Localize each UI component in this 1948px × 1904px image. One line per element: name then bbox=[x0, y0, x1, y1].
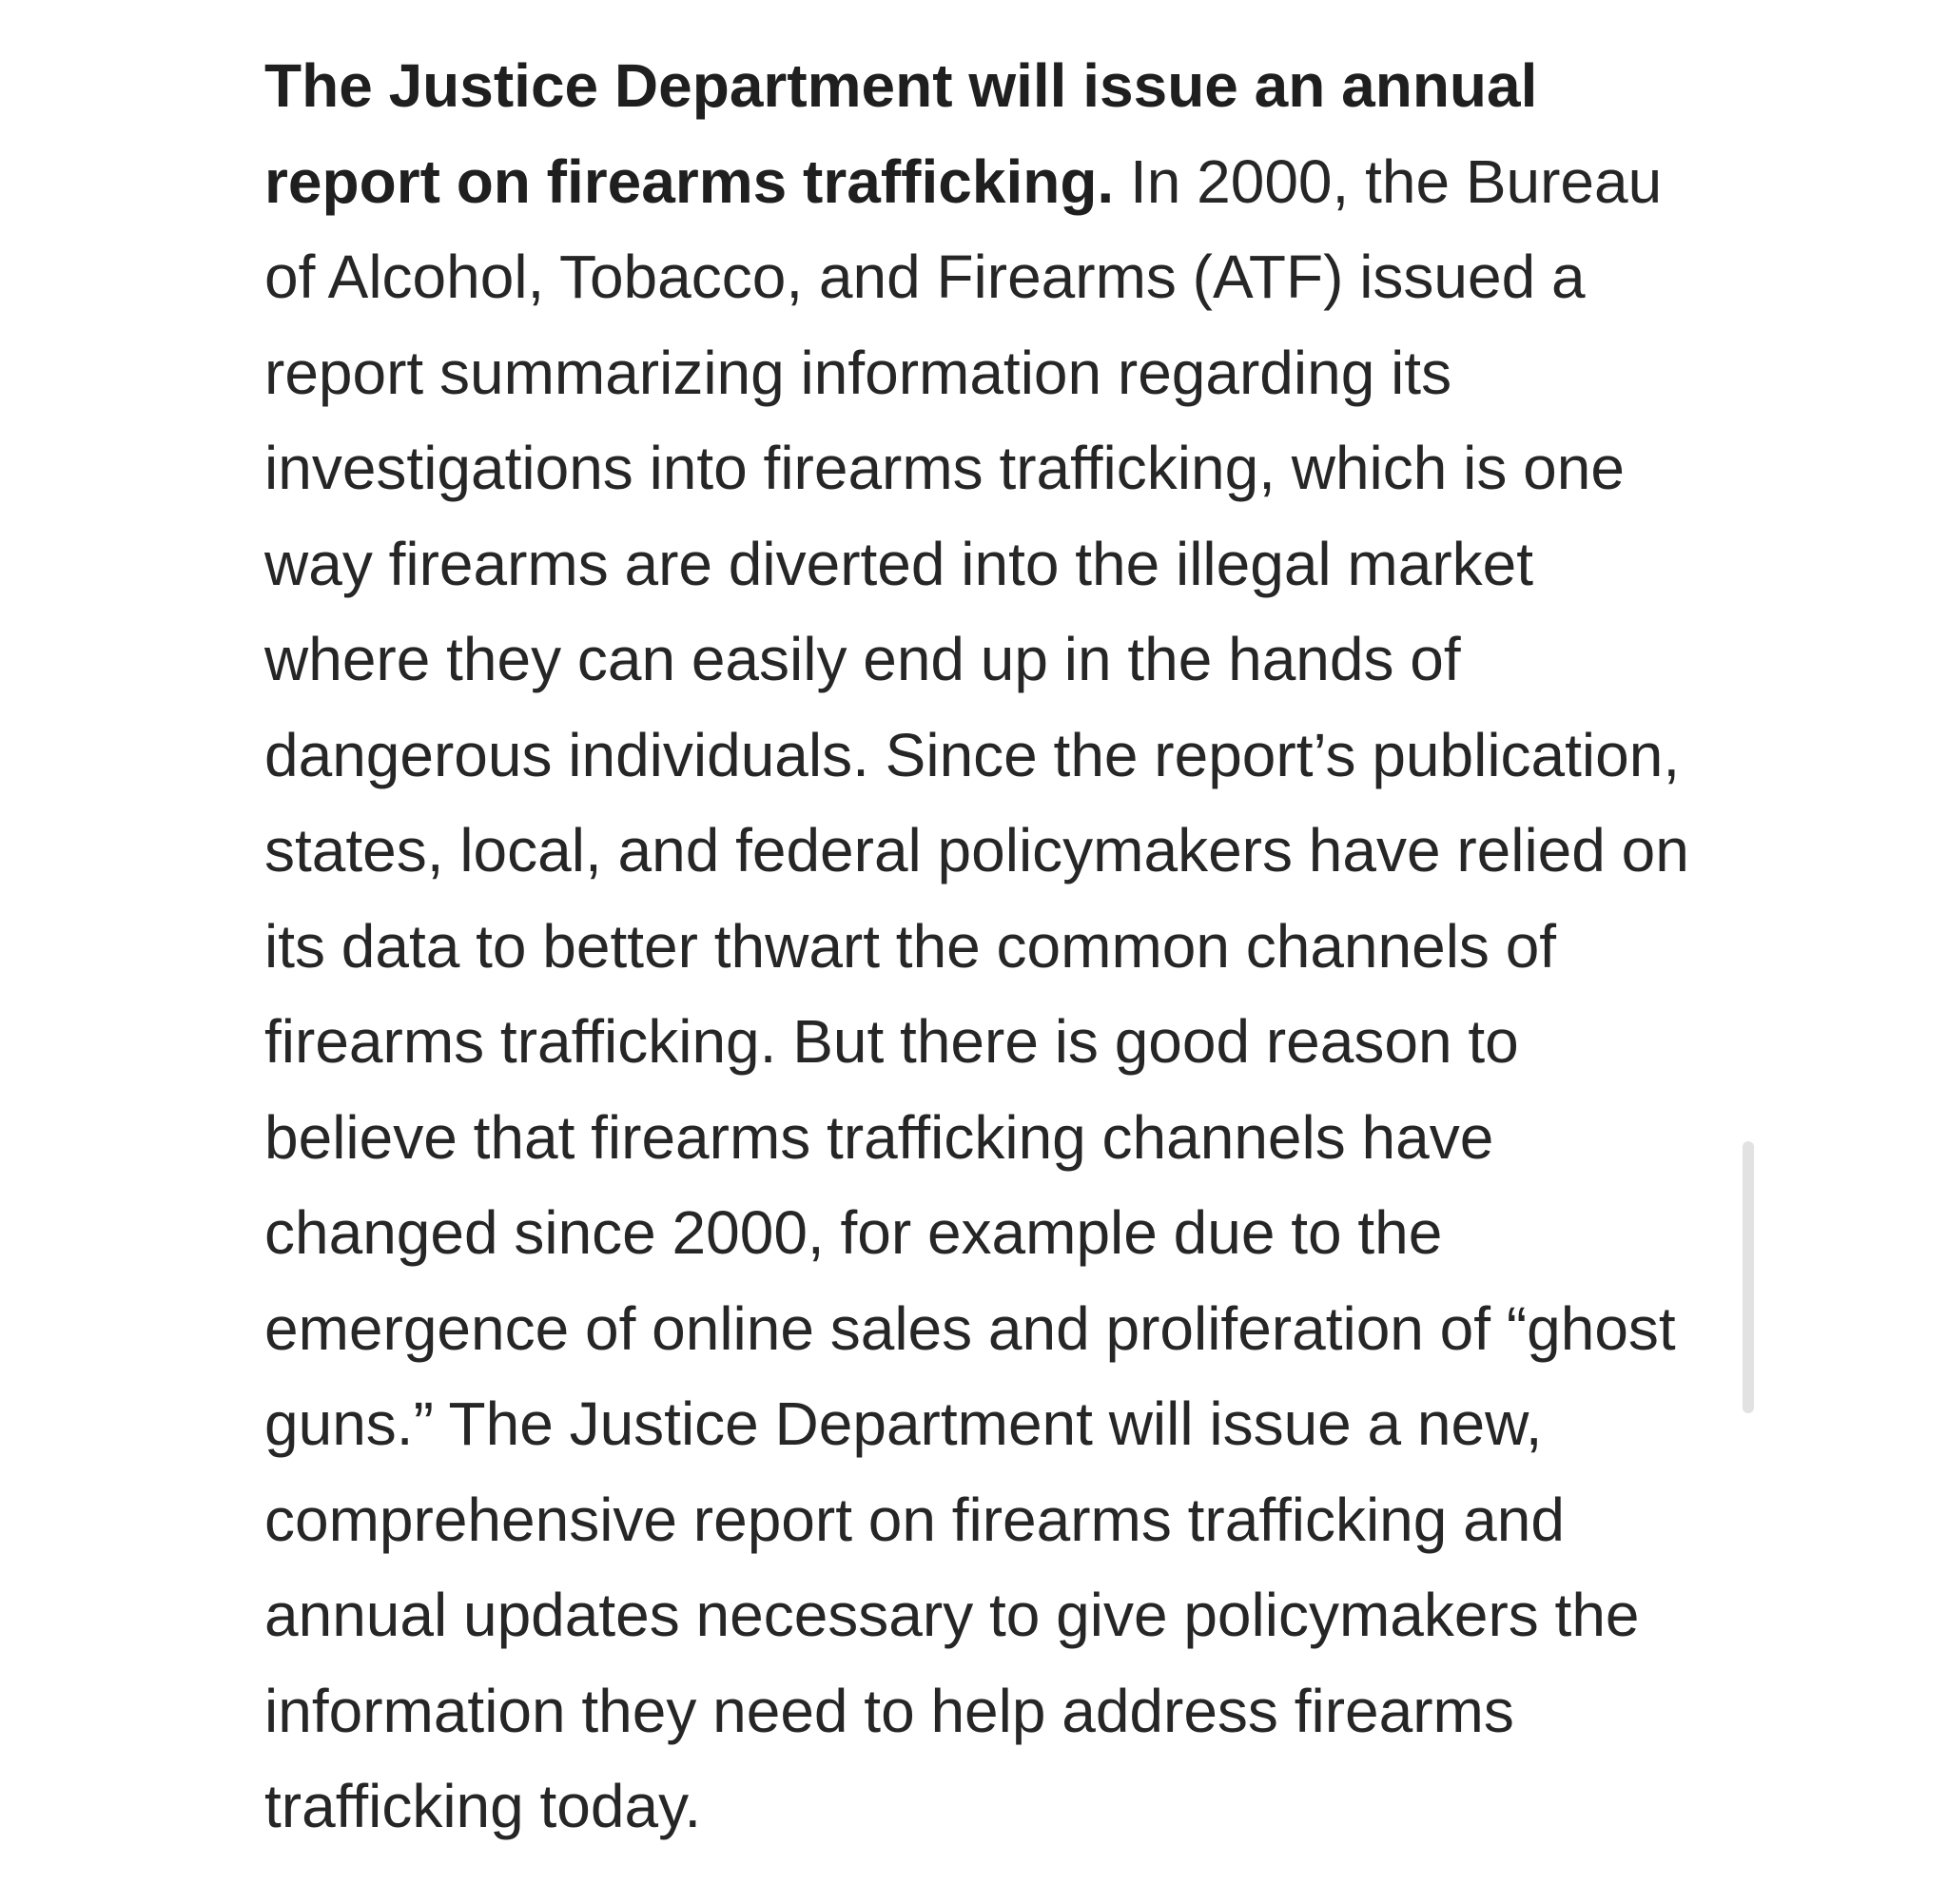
article-paragraph bbox=[264, 38, 1710, 1855]
paragraph-body: In 2000, the Bureau of Alcohol, Tobacco, and Firearms (ATF) issued a report summarizing information regarding its investigations into firearms trafficking, which is one way firearms are diverted into the illegal market where they can easily end up in the hands of dangerous individuals. Since the report’s publication, states, local, and federal policymakers have relied on its data to better thwart the common channels of firearms trafficking. But there is good reason to believe that firearms trafficking channels have changed since 2000, for example due to the emergence of online sales and proliferation of “ghost guns.” The Justice Department will issue a new, comprehensive report on firearms trafficking and annual updates necessary to give policymakers the information they need to help address firearms trafficking today. bbox=[264, 146, 1689, 1840]
lead-sentence: The Justice Department will issue an annual report on firearms trafficking. bbox=[264, 51, 1538, 216]
article-content bbox=[264, 38, 1710, 1855]
vertical-scrollbar[interactable] bbox=[1743, 1141, 1754, 1413]
